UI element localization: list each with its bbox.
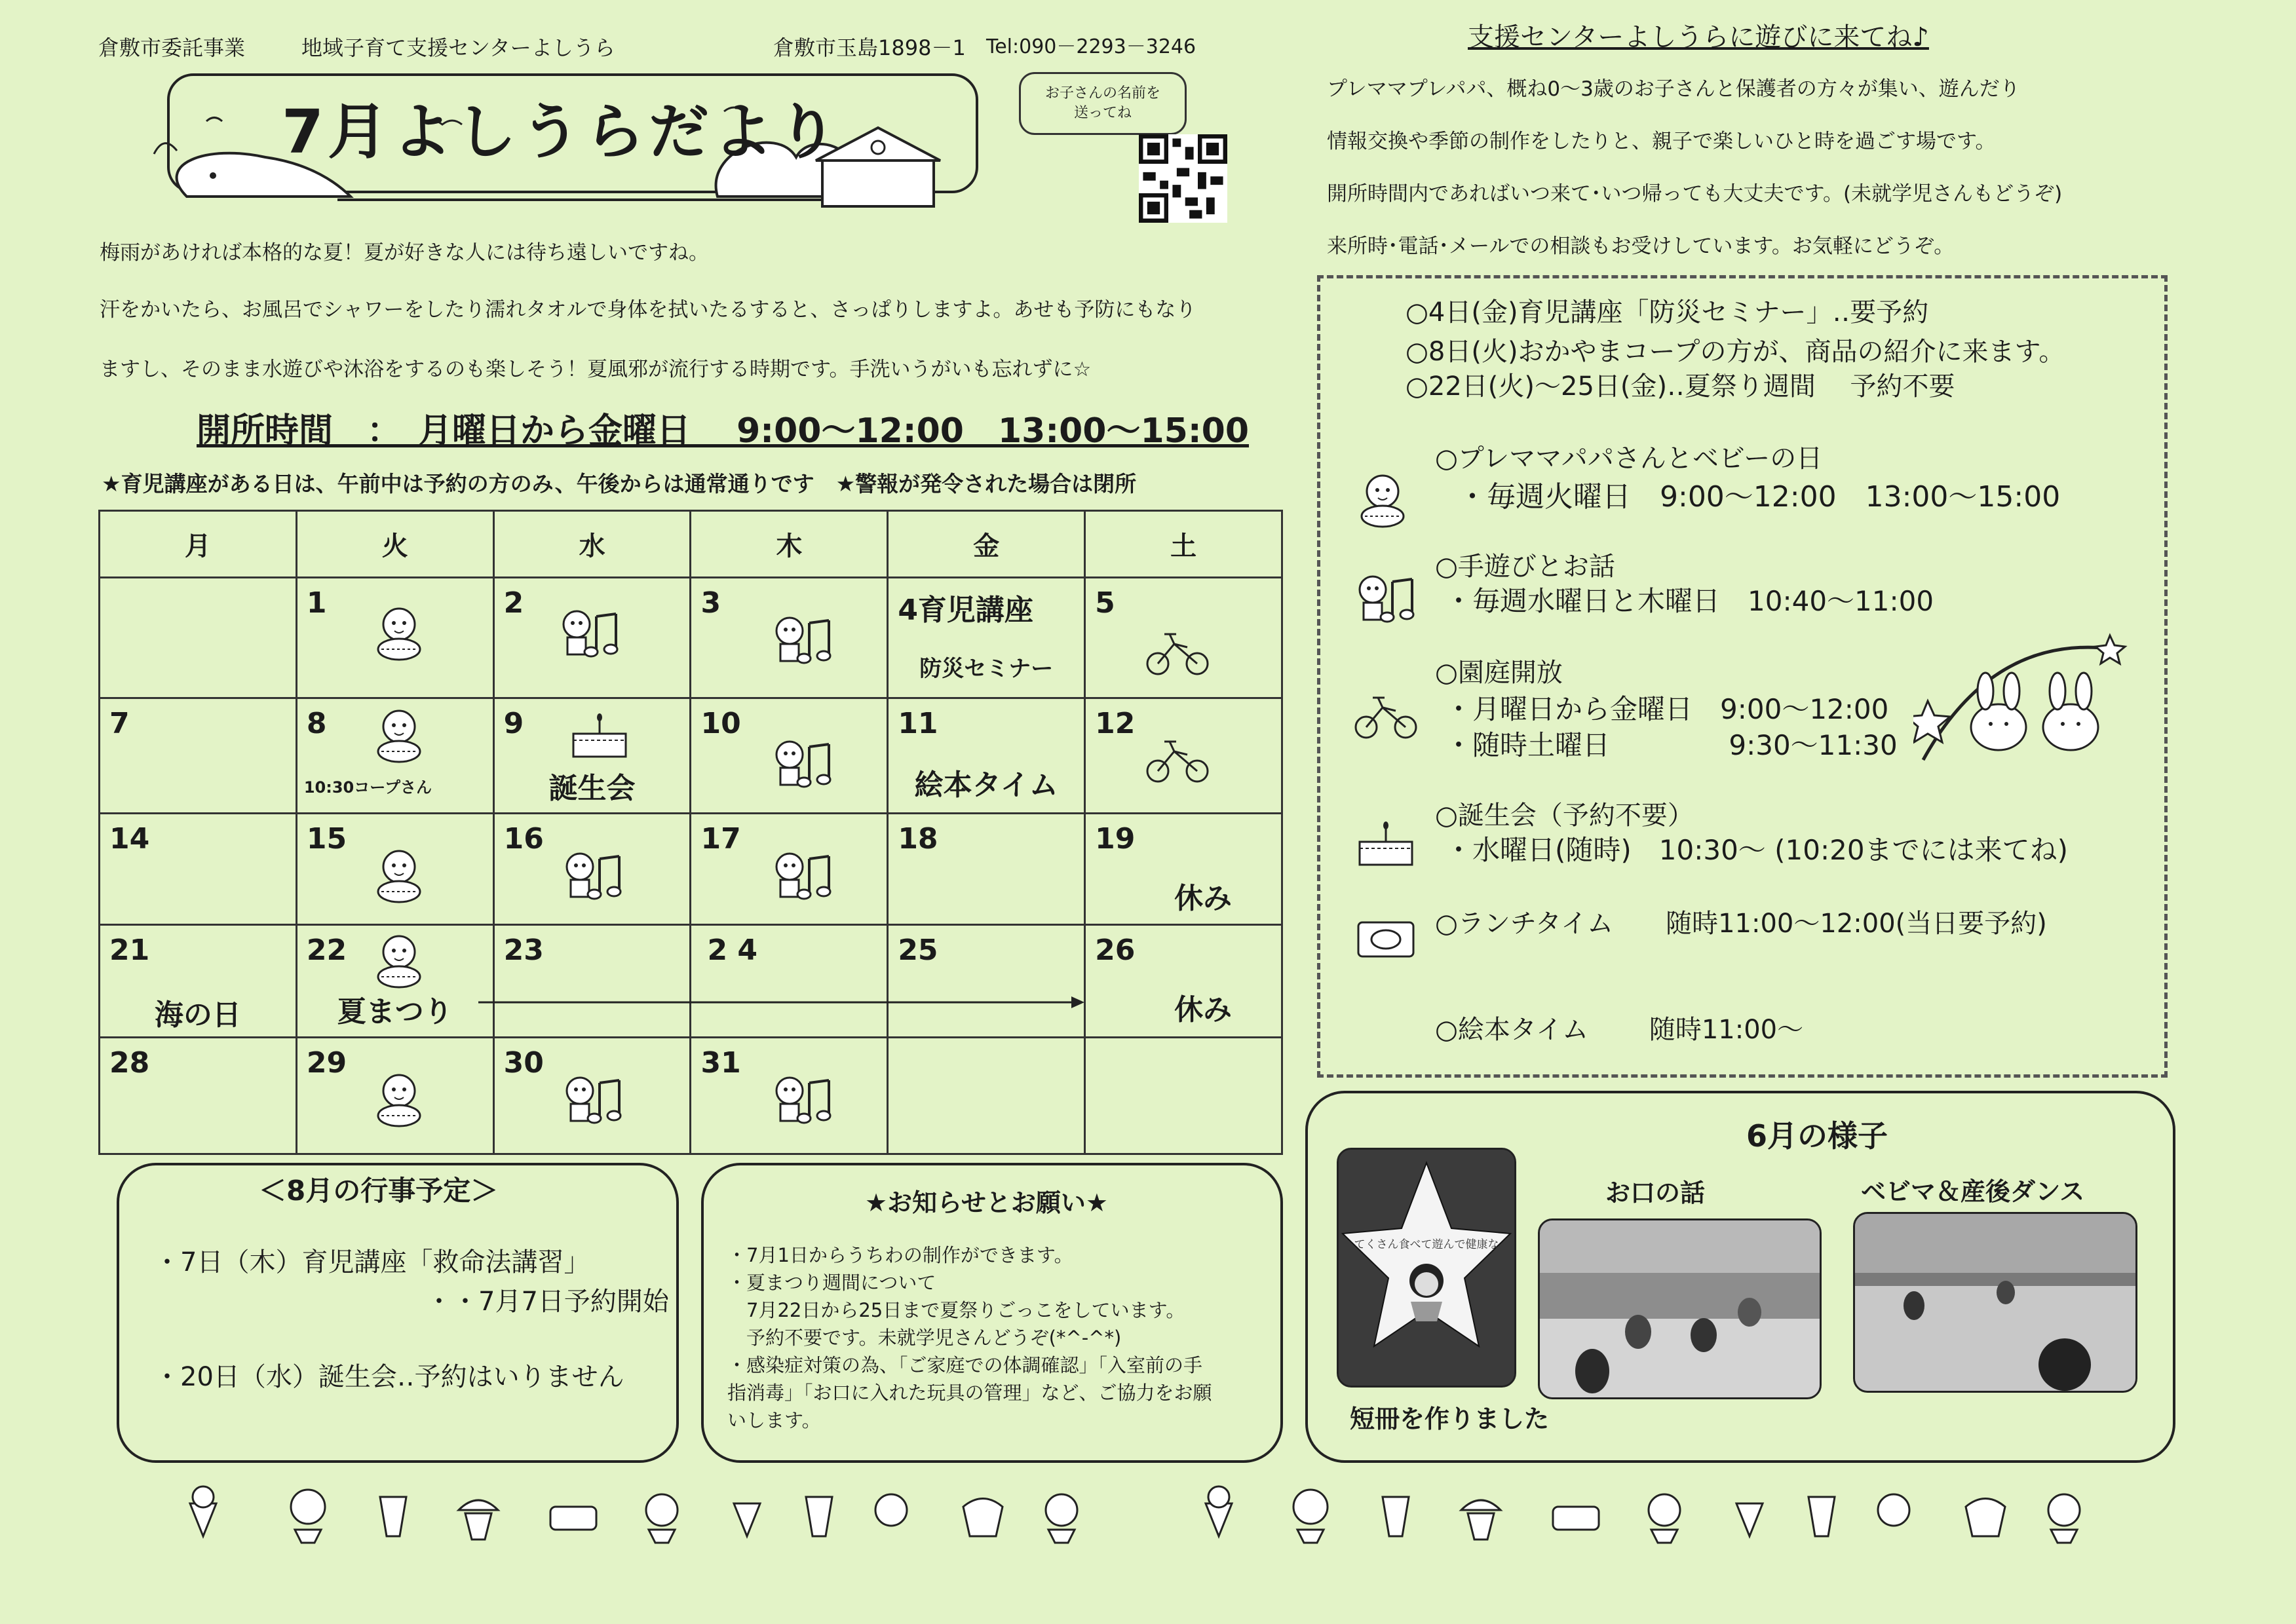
mouth-talk-photo — [1538, 1218, 1822, 1399]
calendar-cell — [493, 698, 691, 814]
header-tue: 火 — [296, 511, 493, 578]
notice-line: いします。 — [727, 1409, 821, 1431]
header-sat: 土 — [1085, 511, 1282, 578]
day-number: 4育児講座 — [898, 594, 1033, 627]
garden-time-2: ・随時土曜日 9:30～11:30 — [1445, 729, 1898, 761]
event-label: 10:30コープさん — [303, 778, 432, 797]
address: 倉敷市玉島1898－1 — [773, 35, 966, 60]
day-number: 19 — [1095, 822, 1136, 856]
cake-icon — [1353, 819, 1419, 868]
day-number: 5 — [1095, 586, 1115, 620]
cake-icon — [567, 711, 632, 760]
song-icon — [770, 847, 835, 906]
garden-time-1: ・月曜日から金曜日 9:00～12:00 — [1445, 693, 1889, 725]
event-label: 休み — [1174, 882, 1233, 915]
birthday-title: ○誕生会（予約不要） — [1435, 801, 1694, 831]
baby-icon — [370, 932, 432, 994]
notice-line: ・7月1日からうちわの制作ができます。 — [727, 1244, 1073, 1266]
calendar-cell — [100, 1038, 297, 1154]
song-icon — [770, 611, 835, 670]
calendar-cell — [691, 925, 888, 1038]
room-scene-icon — [1855, 1214, 2135, 1391]
day-number: 29 — [306, 1046, 347, 1080]
calendar-cell — [1085, 925, 1282, 1038]
calendar-cell — [888, 814, 1085, 925]
calendar-cell — [691, 814, 888, 925]
page-title: 7月よしうらだより — [282, 97, 842, 167]
intro-line-2: 汗をかいたら、お風呂でシャワーをしたり濡れタオルで身体を拭いたるすると、さっぱりしますよ。あせも予防にもなり — [100, 298, 1196, 322]
calendar-cell — [296, 925, 493, 1038]
event-item: ○8日(火)おかやまコープの方が、商品の紹介に来ます。 — [1406, 337, 2065, 367]
day-number: 2 — [503, 586, 524, 620]
festival-arrow-icon — [472, 992, 1094, 1012]
calendar-cell — [1085, 578, 1282, 698]
calendar-cell — [296, 698, 493, 814]
garden-title: ○園庭開放 — [1435, 658, 1563, 688]
baby-day-title: ○プレママパパさんとベビーの日 — [1435, 444, 1823, 474]
calendar-cell — [296, 814, 493, 925]
caption-baby-massage: ベビマ＆産後ダンス — [1861, 1177, 2085, 1206]
day-number: 23 — [503, 934, 544, 967]
calendar-cell — [296, 1038, 493, 1154]
august-item-1-sub: ・・7月7日予約開始 — [426, 1287, 669, 1317]
calendar-cell — [100, 814, 297, 925]
song-icon — [560, 1071, 626, 1130]
phone-number: Tel:090－2293－3246 — [986, 35, 1196, 58]
caption-mouth-talk: お口の話 — [1605, 1179, 1706, 1207]
hand-play-title: ○手遊びとお話 — [1435, 552, 1615, 582]
calendar-cell — [888, 698, 1085, 814]
day-number: 11 — [898, 707, 938, 740]
event-label: 夏まつり — [337, 995, 453, 1029]
notice-body — [727, 1241, 1212, 1434]
header-wed: 水 — [493, 511, 691, 578]
day-number: 9 — [503, 707, 524, 740]
day-number: 7 — [109, 707, 130, 740]
baby-icon — [370, 707, 432, 769]
august-title: ＜8月の行事予定＞ — [259, 1175, 499, 1207]
notice-line: ・感染症対策の為、「ご家庭での体調確認」「入室前の手 — [727, 1354, 1203, 1376]
event-label: 休み — [1174, 993, 1233, 1027]
baby-massage-photo — [1853, 1212, 2137, 1393]
day-number: 8 — [306, 707, 327, 740]
baby-day-time: ・毎週火曜日 9:00～12:00 13:00～15:00 — [1458, 480, 2061, 514]
song-icon — [560, 847, 626, 906]
day-number: 1 — [306, 586, 327, 620]
right-intro-line: 情報交換や季節の制作をしたりと、親子で楽しいひと時を過ごす場です。 — [1327, 130, 1996, 153]
intro-line-3: ますし、そのまま水遊びや沐浴をするのも楽しそう！夏風邪が流行する時期です。手洗いうがいも忘れずに☆ — [100, 358, 1092, 381]
song-icon — [770, 1071, 835, 1130]
day-number: 26 — [1095, 934, 1136, 967]
calendar-cell — [493, 1038, 691, 1154]
calendar-cell — [493, 578, 691, 698]
tanzaku-text: てくさん食べて遊んで健康な — [1354, 1238, 1499, 1251]
notice-title: ★お知らせとお願い★ — [865, 1188, 1108, 1217]
calendar-cell — [493, 814, 691, 925]
day-number: 18 — [898, 822, 938, 856]
august-item-2: ・20日（水）誕生会‥予約はいりません — [154, 1362, 624, 1392]
baby-icon — [370, 847, 432, 909]
calendar-cell — [100, 698, 297, 814]
calendar-cell — [1085, 814, 1282, 925]
day-number: 10 — [700, 707, 741, 740]
tricycle-icon — [1145, 624, 1210, 677]
qr-code-icon[interactable] — [1139, 134, 1227, 223]
calendar-cell — [296, 578, 493, 698]
day-number: 16 — [503, 822, 544, 856]
right-intro-line: 開所時間内であればいつ来て･いつ帰っても大丈夫です。(未就学児さんもどうぞ) — [1327, 182, 2063, 206]
notice-line: ・夏まつり週間について — [727, 1272, 936, 1294]
calendar-cell — [493, 925, 691, 1038]
calendar-cell — [691, 1038, 888, 1154]
header-mon: 月 — [100, 511, 297, 578]
room-scene-icon — [1540, 1220, 1820, 1397]
calendar-cell — [1085, 698, 1282, 814]
org-label: 倉敷市委託事業 — [98, 35, 246, 60]
day-number: 12 — [1095, 707, 1136, 740]
bunnies-illustration — [1913, 629, 2130, 780]
hand-play-time: ・毎週水曜日と木曜日 10:40～11:00 — [1445, 585, 1934, 617]
day-number: 25 — [898, 934, 938, 967]
opening-hours: 開所時間 ： 月曜日から金曜日 9:00～12:00 13:00～15:00 — [197, 411, 1250, 451]
notice-line: 予約不要です。未就学児さんどうぞ(*^-^*) — [727, 1327, 1122, 1349]
intro-line-1: 梅雨があければ本格的な夏！夏が好きな人には待ち遠しいですね。 — [100, 241, 709, 265]
tricycle-icon — [1145, 732, 1210, 784]
header-thu: 木 — [691, 511, 888, 578]
baby-icon — [370, 605, 432, 667]
day-number: 3 — [700, 586, 721, 620]
calendar-cell — [691, 698, 888, 814]
august-item-1: ・7日（木）育児講座「救命法講習」 — [154, 1247, 590, 1277]
day-number: 15 — [306, 822, 347, 856]
event-label: 絵本タイム — [914, 768, 1058, 802]
day-number: 17 — [700, 822, 741, 856]
day-number: 30 — [503, 1046, 544, 1080]
calendar-cell — [888, 1038, 1085, 1154]
event-label: 防災セミナー — [919, 656, 1054, 682]
calendar-cell — [1085, 1038, 1282, 1154]
baby-icon — [370, 1071, 432, 1133]
notice-line: 指消毒」「お口に入れた玩具の管理」など、ご協力をお願 — [727, 1382, 1212, 1404]
caption-tanzaku: 短冊を作りました — [1350, 1405, 1550, 1433]
calendar-cell — [888, 925, 1085, 1038]
day-number: 14 — [109, 822, 150, 856]
calendar-table — [98, 510, 1283, 1155]
calendar-cell — [691, 578, 888, 698]
lunch-icon — [1353, 917, 1419, 963]
footer-sweets-border-icon — [0, 1477, 2296, 1549]
tricycle-icon — [1353, 688, 1419, 740]
day-number: 2 4 — [707, 934, 758, 967]
right-intro-title: 支援センターよしうらに遊びに来てね♪ — [1468, 22, 1929, 52]
lunch-time: ○ランチタイム 随時11:00～12:00(当日要予約) — [1435, 909, 2047, 939]
event-label: 誕生会 — [548, 772, 636, 805]
star-tanzaku-icon — [1339, 1150, 1514, 1386]
center-name: 地域子育て支援センターよしうら — [301, 35, 615, 60]
event-item: ○22日(火)～25日(金)‥夏祭り週間 予約不要 — [1406, 371, 1955, 402]
calendar-cell — [100, 925, 297, 1038]
ehon-time: ○絵本タイム 随時11:00～ — [1435, 1015, 1804, 1045]
calendar-cell — [888, 578, 1085, 698]
notice-line: 7月22日から25日まで夏祭りごっこをしています。 — [727, 1299, 1185, 1321]
hours-note: ★育児講座がある日は、午前中は予約の方のみ、午後からは通常通りです ★警報が発令された場合は閉所 — [102, 471, 1137, 497]
right-intro-line: 来所時･電話･メールでの相談もお受けしています。お気軽にどうぞ。 — [1327, 235, 1955, 258]
event-item: ○4日(金)育児講座「防災セミナー」‥要予約 — [1406, 297, 1929, 328]
day-number: 31 — [700, 1046, 741, 1080]
june-title: 6月の様子 — [1746, 1118, 1888, 1154]
qr-note-bubble — [1019, 72, 1187, 135]
qr-note: お子さんの名前を送ってね — [1044, 85, 1160, 121]
tanzaku-photo — [1337, 1148, 1516, 1388]
song-icon — [557, 605, 622, 664]
song-icon — [770, 735, 835, 794]
day-number: 22 — [306, 934, 347, 967]
right-intro-line: プレママプレパパ、概ね0～3歳のお子さんと保護者の方々が集い、遊んだり — [1327, 77, 2020, 101]
day-number: 21 — [109, 934, 150, 967]
song-icon — [1353, 570, 1419, 629]
day-number: 28 — [109, 1046, 150, 1080]
birthday-time: ・水曜日(随時) 10:30～ (10:20までには来てね) — [1445, 834, 2068, 866]
header-fri: 金 — [888, 511, 1085, 578]
event-label: 海の日 — [154, 998, 241, 1032]
calendar-cell — [100, 578, 297, 698]
baby-icon — [1353, 472, 1415, 534]
